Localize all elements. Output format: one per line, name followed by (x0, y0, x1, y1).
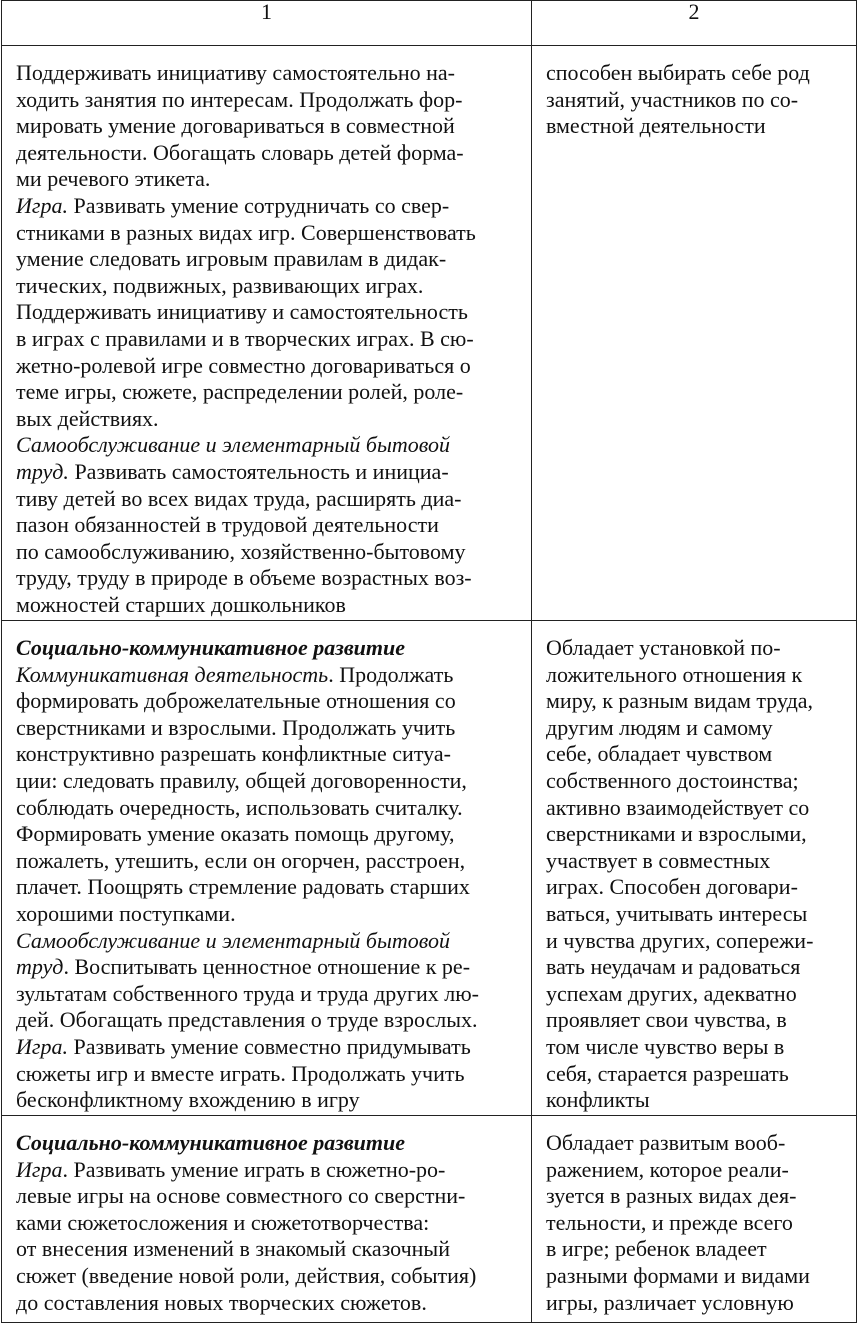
table-row (2, 621, 857, 1116)
emphasis-text: труд (16, 954, 64, 980)
body-text: Развивать самостоятельность и инициа- (68, 458, 449, 484)
body-text: и чувства других, сопережи- (546, 927, 814, 953)
body-text: формировать доброжелательные отношения со (16, 688, 456, 714)
text-line (16, 1263, 519, 1290)
text-line (16, 565, 519, 592)
body-text: можностей старших дошкольников (16, 591, 346, 617)
body-text: вых действиях. (16, 405, 159, 431)
body-text: зуется в разных видах дея- (546, 1183, 797, 1209)
text-line (546, 928, 844, 955)
body-text: сюжеты игр и вместе играть. Продолжать учить (16, 1060, 465, 1086)
body-text: ражением, которое реали- (546, 1156, 789, 1182)
body-text: сверстниками и взрослыми, (546, 821, 807, 847)
text-line (546, 715, 844, 742)
cell-text (532, 1116, 856, 1316)
text-line (16, 140, 519, 167)
text-line (16, 246, 519, 273)
body-text: способен выбирать себе род (546, 60, 810, 85)
body-text: ции: следовать правилу, общей договоренности, (16, 767, 467, 793)
body-text: Поддерживать инициативу и самостоятельность (16, 299, 468, 325)
body-text: игры, различает условную (546, 1289, 794, 1315)
header-row (2, 1, 857, 46)
text-line (16, 768, 519, 795)
text-line (16, 1130, 519, 1157)
body-text: до составления новых творческих сюжетов. (16, 1289, 427, 1315)
body-text: . Воспитывать ценностное отношение к ре- (63, 954, 471, 980)
body-text: миру, к разным видам труда, (546, 688, 814, 714)
body-text: Развивать умение совместно придумывать (67, 1033, 471, 1059)
emphasis-text: Коммуникативная деятельность (16, 661, 329, 687)
text-line (16, 1034, 519, 1061)
text-line (16, 635, 519, 662)
body-text: соблюдать очередность, использовать считалку. (16, 794, 463, 820)
text-line (546, 768, 844, 795)
body-text: Обладает установкой по- (546, 635, 781, 660)
body-text: ходить занятия по интересам. Продолжать фор- (16, 86, 463, 112)
text-line (16, 715, 519, 742)
text-line (546, 795, 844, 822)
body-text: пазон обязанностей в трудовой деятельности (16, 512, 439, 538)
text-line (546, 1263, 844, 1290)
text-line (16, 486, 519, 513)
text-line (16, 220, 519, 247)
body-text: тических, подвижных, развивающих играх. (16, 272, 424, 298)
body-text: Формировать умение оказать помощь другому, (16, 821, 455, 847)
body-text: сюжет (введение новой роли, действия, события) (16, 1262, 477, 1288)
text-line (16, 954, 519, 981)
text-line (546, 1034, 844, 1061)
text-line (546, 741, 844, 768)
cell-text (2, 1116, 531, 1316)
emphasis-text: Игра (16, 1156, 63, 1182)
body-text: умение следовать игровым правилам в дидак- (16, 246, 447, 272)
text-line (546, 1236, 844, 1263)
content-table (1, 0, 857, 1323)
emphasis-text: Самообслуживание и элементарный бытовой (16, 927, 450, 953)
body-text: по самообслуживанию, хозяйственно-бытовому (16, 538, 466, 564)
emphasis-text: Социально-коммуникативное развитие (16, 635, 406, 660)
text-line (16, 848, 519, 875)
body-text: бесконфликтному вхождению в игру (16, 1087, 360, 1113)
text-line (16, 1061, 519, 1088)
body-text: стниками в разных видах игр. Совершенствовать (16, 219, 476, 245)
body-text: плачет. Поощрять стремление радовать старших (16, 874, 470, 900)
text-line (546, 901, 844, 928)
body-text: вать неудачам и радоваться (546, 954, 801, 980)
body-text: участвует в совместных (546, 847, 771, 873)
text-line (16, 512, 519, 539)
body-text: собственного достоинства; (546, 767, 799, 793)
text-line (546, 1087, 844, 1114)
text-line (16, 379, 519, 406)
body-text: Развивать умение сотрудничать со свер- (67, 192, 450, 218)
body-text: играх. Способен договари- (546, 874, 798, 900)
text-line (16, 1157, 519, 1184)
text-line (546, 1157, 844, 1184)
text-line (546, 113, 844, 140)
body-text: дей. Обогащать представления о труде взрослых. (16, 1007, 478, 1033)
text-line (16, 1236, 519, 1263)
text-line (546, 821, 844, 848)
body-text: тельности, и прежде всего (546, 1209, 793, 1235)
text-line (16, 406, 519, 433)
body-text: от внесения изменений в знакомый сказочный (16, 1236, 450, 1262)
text-line (546, 954, 844, 981)
cell-text (2, 46, 531, 618)
table-cell-activities (2, 1116, 532, 1323)
body-text: . Продолжать (328, 661, 454, 687)
text-line (16, 113, 519, 140)
body-text: . Развивать умение играть в сюжетно-ро- (62, 1156, 446, 1182)
body-text: труду, труду в природе в объеме возрастных воз- (16, 565, 472, 591)
body-text: Поддерживать инициативу самостоятельно на- (16, 60, 455, 85)
text-line (546, 874, 844, 901)
text-line (16, 432, 519, 459)
emphasis-text: Игра. (16, 1033, 68, 1059)
body-text: конфликты (546, 1087, 650, 1113)
body-text: занятий, участников по со- (546, 86, 799, 112)
body-text: зультатам собственного труда и труда других лю- (16, 980, 480, 1006)
body-text: сверстниками и взрослыми. Продолжать учить (16, 714, 456, 740)
text-line (546, 60, 844, 87)
table-cell-outcomes (532, 621, 857, 1116)
text-line (16, 539, 519, 566)
text-line (546, 87, 844, 114)
text-line (16, 741, 519, 768)
text-line (16, 874, 519, 901)
body-text: разными формами и видами (546, 1262, 810, 1288)
body-text: другим людям и самому (546, 714, 773, 740)
body-text: проявляет свои чувства, в (546, 1007, 787, 1033)
emphasis-text: Игра. (16, 192, 68, 218)
column-header-1: 1 (2, 1, 532, 46)
text-line (16, 299, 519, 326)
text-line (16, 273, 519, 300)
body-text: жетно-ролевой игре совместно договариваться о (16, 352, 471, 378)
table-row (2, 46, 857, 621)
body-text: себе, обладает чувством (546, 741, 773, 767)
text-line (16, 795, 519, 822)
body-text: ками сюжетосложения и сюжетотворчества: (16, 1209, 430, 1235)
body-text: левые игры на основе совместного со сверстни- (16, 1183, 466, 1209)
body-text: ми речевого этикета. (16, 166, 211, 192)
text-line (546, 1290, 844, 1317)
text-line (546, 1130, 844, 1157)
body-text: успехам других, адекватно (546, 980, 797, 1006)
body-text: ваться, учитывать интересы (546, 900, 808, 926)
body-text: хорошими поступками. (16, 900, 236, 926)
table-cell-activities (2, 46, 532, 621)
text-line (16, 662, 519, 689)
text-line (16, 326, 519, 353)
body-text: Обладает развитым вооб- (546, 1130, 786, 1155)
body-text: себя, старается разрешать (546, 1060, 789, 1086)
text-line (546, 662, 844, 689)
text-line (546, 848, 844, 875)
text-line (16, 459, 519, 486)
text-line (16, 193, 519, 220)
text-line (16, 1183, 519, 1210)
text-line (16, 353, 519, 380)
table-cell-outcomes (532, 46, 857, 621)
text-line (16, 1210, 519, 1237)
text-line (546, 1007, 844, 1034)
text-line (16, 1007, 519, 1034)
table-cell-outcomes (532, 1116, 857, 1323)
text-line (16, 592, 519, 619)
text-line (546, 1210, 844, 1237)
text-line (16, 981, 519, 1008)
text-line (16, 1290, 519, 1317)
emphasis-text: Социально-коммуникативное развитие (16, 1130, 406, 1155)
body-text: ложительного отношения к (546, 661, 803, 687)
body-text: теме игры, сюжете, распределении ролей, роле- (16, 379, 464, 405)
body-text: вместной деятельности (546, 113, 766, 139)
body-text: тиву детей во всех видах труда, расширять диа- (16, 485, 462, 511)
text-line (16, 87, 519, 114)
cell-text (532, 621, 856, 1114)
text-line (546, 981, 844, 1008)
body-text: пожалеть, утешить, если он огорчен, расстроен, (16, 847, 466, 873)
text-line (16, 688, 519, 715)
text-line (16, 1087, 519, 1114)
body-text: конструктивно разрешать конфликтные ситуа- (16, 741, 451, 767)
table-row (2, 1116, 857, 1323)
body-text: мировать умение договариваться в совместной (16, 113, 455, 139)
body-text: в игре; ребенок владеет (546, 1236, 767, 1262)
cell-text (2, 621, 531, 1114)
text-line (16, 928, 519, 955)
table-cell-activities (2, 621, 532, 1116)
text-line (546, 1183, 844, 1210)
text-line (16, 166, 519, 193)
text-line (16, 821, 519, 848)
emphasis-text: труд. (16, 458, 69, 484)
body-text: деятельности. Обогащать словарь детей форма- (16, 139, 464, 165)
text-line (546, 1061, 844, 1088)
text-line (546, 688, 844, 715)
text-line (16, 60, 519, 87)
cell-text (532, 46, 856, 140)
column-header-2: 2 (532, 1, 857, 46)
body-text: том числе чувство веры в (546, 1033, 785, 1059)
body-text: в играх с правилами и в творческих играх. В сю- (16, 325, 474, 351)
text-line (546, 635, 844, 662)
emphasis-text: Самообслуживание и элементарный бытовой (16, 432, 450, 458)
body-text: активно взаимодействует со (546, 794, 810, 820)
text-line (16, 901, 519, 928)
